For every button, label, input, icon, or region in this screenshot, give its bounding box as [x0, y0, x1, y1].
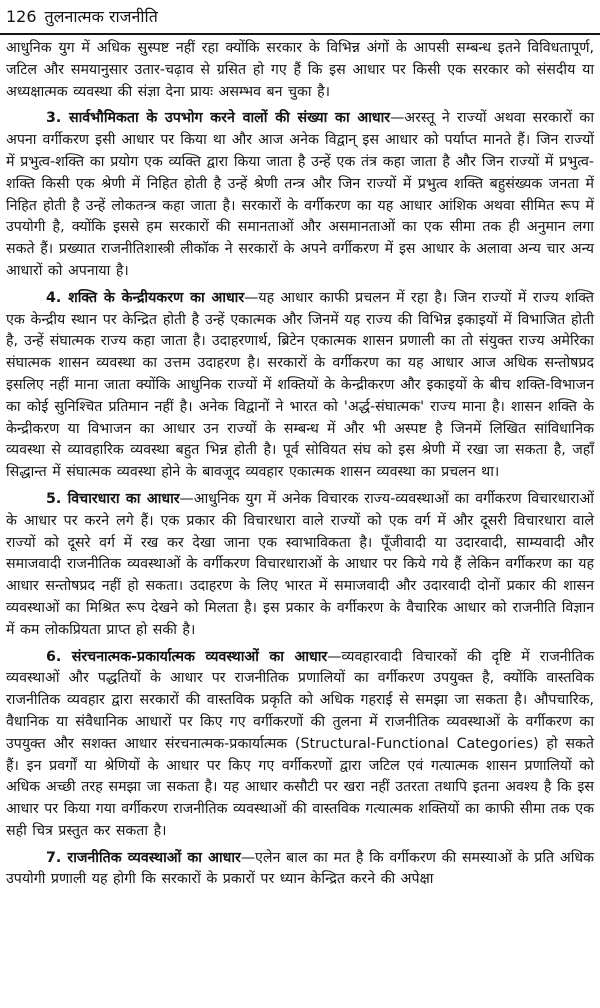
section-4-heading: 4. शक्ति के केन्द्रीयकरण का आधार — [46, 289, 245, 306]
section-7-body: —एलेन बाल का मत है कि वर्गीकरण की समस्याओं के प्रति अधिक उपयोगी प्रणाली यह होगी कि सरकारों के प्रकारों पर ध्यान केन्द्रित करने की अपेक्षा — [6, 849, 594, 888]
section-4-body: —यह आधार काफी प्रचलन में रहा है। जिन राज्यों में राज्य शक्ति एक केन्द्रीय स्थान पर केन्द्रित होती है उन्हें एकात्मक और जिनमें यह राज्य की विभिन्न इकाइयों में विभाजित होती है, उन्हें संघात्मक राज्य कहा जाता है। उदाहरणार्थ, ब्रिटेन एकात्मक शासन प्रणाली का तो संयुक्त राज्य अमेरिका संघात्मक शासन व्यवस्था का उत्तम उदाहरण है। सरकारों के वर्गीकरण का यह आधार आज अधिक सन्तोषप्रद इसलिए नहीं माना जाता क्योंकि आधुनिक राज्यों में शक्तियों के केन्द्रीकरण और इकाइयों के बीच शक्ति-विभाजन का कोई सुनिश्चित प्रतिमान नहीं है। अनेक विद्वानों ने भारत को 'अर्द्ध-संघात्मक' राज्य माना है। शासन शक्ति के केन्द्रीकरण या विभाजन का आधार उन राज्यों के सम्बन्ध में और भी अस्पष्ट है जिनमें लिखित सांविधानिक व्यवस्था से व्यावहारिक व्यवस्था बहुत भिन्न होती है। पूर्व सोवियत संघ को इस श्रेणी में रखा जा सकता है, जहाँ सिद्धान्त में संघात्मक व्यवस्था होने के बावजूद व्यवहार एकात्मक शासन व्यवस्था का प्रचलन था। — [6, 289, 594, 481]
page-number: 126 — [6, 7, 37, 26]
running-title: तुलनात्मक राजनीति — [44, 7, 158, 26]
section-7-heading: 7. राजनीतिक व्यवस्थाओं का आधार — [46, 849, 241, 866]
section-3-body: —अरस्तू ने राज्यों अथवा सरकारों का अपना वर्गीकरण इसी आधार पर किया था और आज अनेक विद्वान् इस आधार को पर्याप्त मानते हैं। जिन राज्यों में प्रभुत्व-शक्ति का प्रयोग एक व्यक्ति द्वारा किया जाता है उन्हें एक तंत्र कहा जाता है और जिन राज्यों में प्रभुत्व-शक्ति किसी एक श्रेणी में निहित होती है उन्हें श्रेणी तन्त्र और जिन राज्यों में प्रभुत्व शक्ति बहुसंख्यक जनता में निहित होती है उन्हें लोकतन्त्र कहा जाता है। सरकारों के वर्गीकरण का यह आधार आंशिक अथवा सीमित रूप में उपयोगी है, क्योंकि इससे हम सरकारों की समानताओं और असमानताओं का एक सीमा तक ही अनुमान लगा सकते हैं। प्रख्यात राजनीतिशास्त्री लीकॉक ने सरकारों के अपने वर्गीकरण में इस आधार के अलावा अन्य चार अन्य आधारों को अपनाया है। — [6, 110, 595, 279]
page-body — [6, 38, 594, 891]
section-7-paragraph — [6, 848, 594, 892]
section-6-paragraph — [6, 647, 594, 843]
section-6-body: —व्यवहारवादी विचारकों की दृष्टि में राजनीतिक व्यवस्थाओं और पद्धतियों के आधार पर राजनीतिक प्रणालियों का वर्गीकरण उपयुक्त है, क्योंकि वास्तविक राजनीतिक व्यवहार द्वारा सरकारों की वास्तविक प्रकृति को अधिक गहराई से समझा जा सकता है। औपचारिक, वैधानिक या संवैधानिक आधारों पर किए गए वर्गीकरणों की तुलना में राजनीतिक व्यवस्थाओं के वर्गीकरण का उपयुक्त और सशक्त आधार संरचनात्मक-प्रकार्यात्मक (Structural-Functional Categories) हो सकते हैं। इन प्रवर्गों या श्रेणियों के आधार पर किए गए वर्गीकरणों द्वारा जटिल एवं गत्यात्मक शासन प्रणालियों को अधिक अच्छी तरह समझा जा सकता है। यह आधार कसौटी पर खरा नहीं उतरता तथापि इतना अवश्य है कि इस आधार पर किया गया वर्गीकरण राजनीतिक व्यवस्थाओं की वास्तविक गत्यात्मक शक्तियों का काफी सीमा तक एक सही चित्र प्रस्तुत कर सकता है। — [6, 648, 594, 839]
section-5-paragraph — [6, 489, 594, 642]
intro-paragraph: आधुनिक युग में अधिक सुस्पष्ट नहीं रहा क्योंकि सरकार के विभिन्न अंगों के आपसी सम्बन्ध इतने विविधतापूर्ण, जटिल और समयानुसार उतार-चढ़ाव से ग्रसित हो गए हैं कि इस आधार पर किसी एक सरकार को संसदीय या अध्यक्षात्मक व्यवस्था की संज्ञा देना प्रायः असम्भव बन चुका है। — [6, 40, 594, 100]
section-6-heading: 6. संरचनात्मक-प्रकार्यात्मक व्यवस्थाओं का आधार — [46, 648, 328, 665]
section-5-body: —आधुनिक युग में अनेक विचारक राज्य-व्यवस्थाओं का वर्गीकरण विचारधाराओं के आधार पर करने लगे हैं। एक प्रकार की विचारधारा वाले राज्यों को एक वर्ग में और दूसरी विचारधारा वाले राज्यों को दूसरे वर्ग में रख कर देखा जाना एक स्वाभाविकता है। पूँजीवादी या उदारवादी, साम्यवादी और समाजवादी राजनीतिक व्यवस्थाओं के वर्गीकरण विचारधाराओं के आधार पर किये गये हैं लेकिन वर्गीकरण का यह आधार सन्तोषप्रद नहीं हो सकता। उदाहरण के लिए भारत में समाजवादी और उदारवादी दोनों प्रकार की शासन व्यवस्थाओं का मिश्रित रूप देखने को मिलता है। इस प्रकार के वर्गीकरण के वैचारिक आधार को राजनीति विज्ञान में कम लोकप्रियता प्राप्त हो सकी है। — [6, 490, 594, 638]
running-head — [6, 6, 594, 30]
section-3-heading: 3. सार्वभौमिकता के उपभोग करने वालों की संख्या का आधार — [46, 110, 391, 127]
section-3-paragraph — [6, 108, 594, 282]
section-5-heading: 5. विचारधारा का आधार — [46, 490, 180, 507]
header-rule — [0, 33, 600, 35]
section-4-paragraph — [6, 288, 594, 484]
